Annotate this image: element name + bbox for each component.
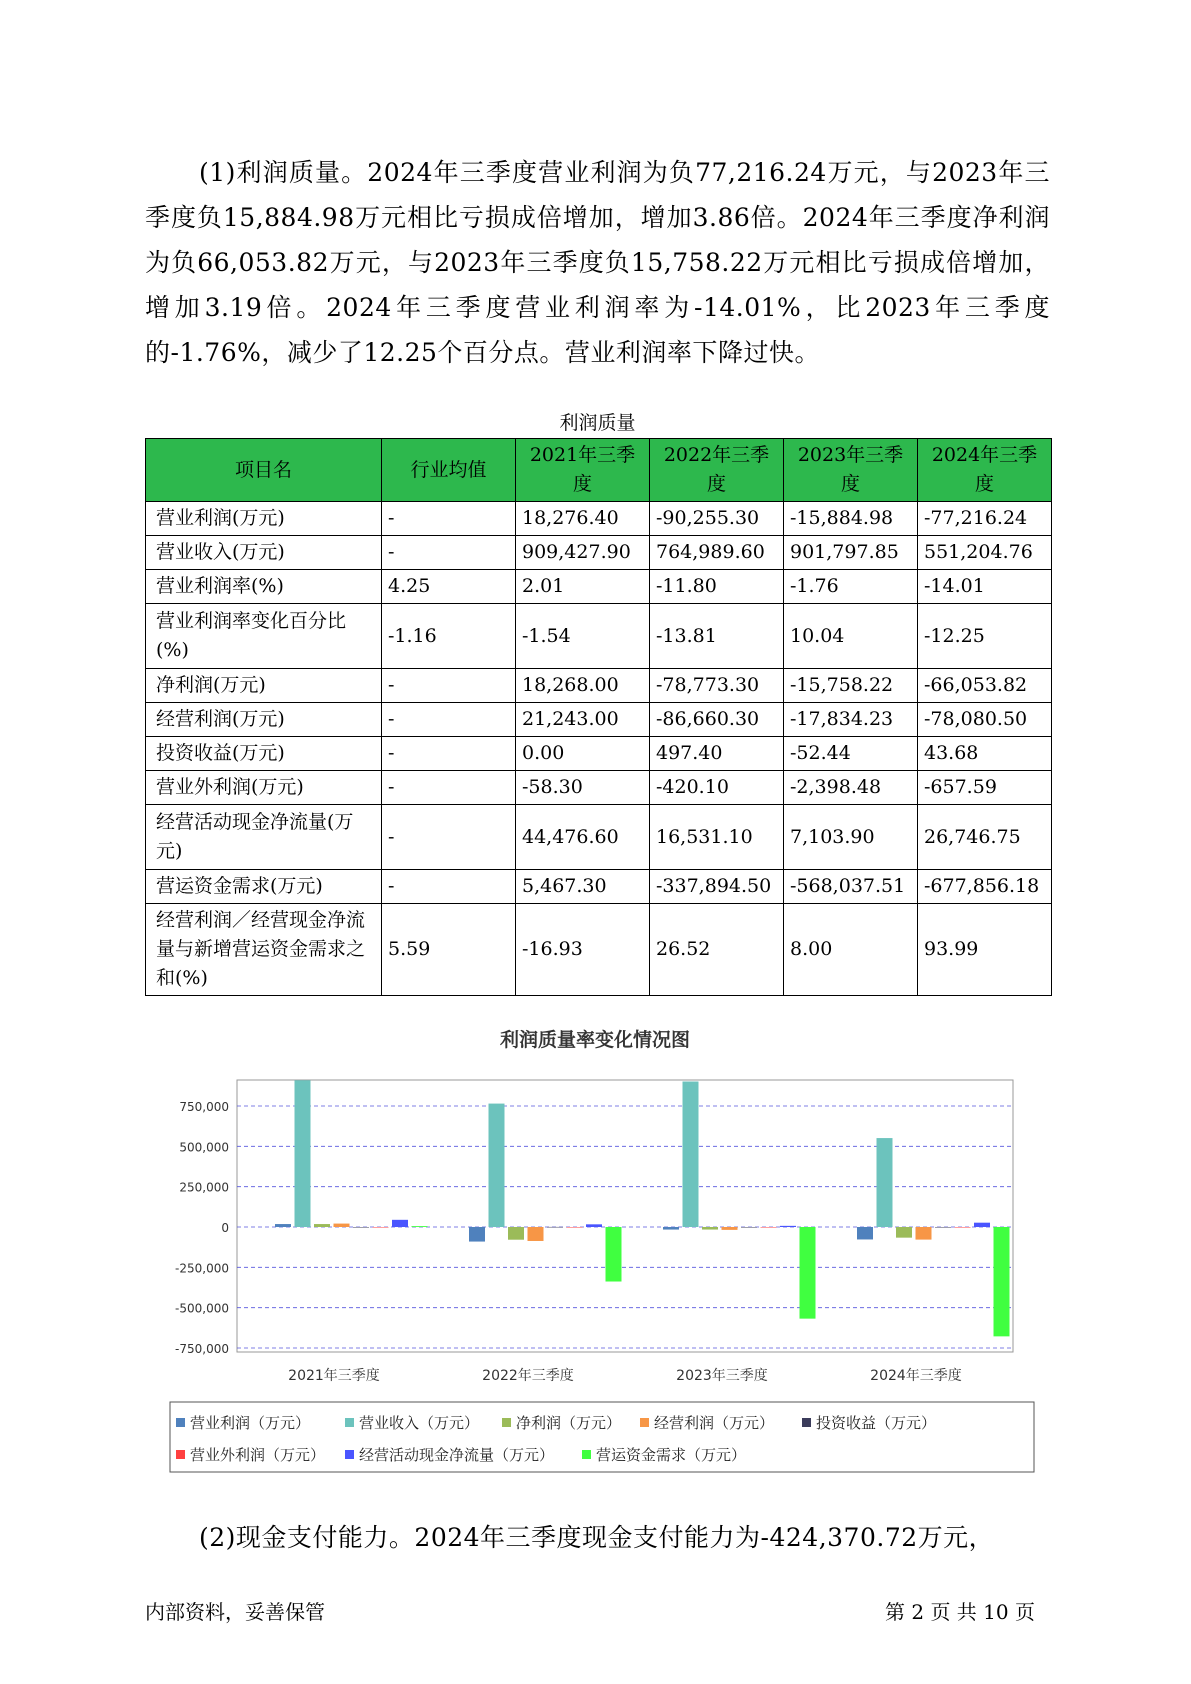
table-row <box>146 669 1052 703</box>
bar <box>780 1226 796 1227</box>
table-cell: 16,531.10 <box>650 805 784 870</box>
bar <box>935 1227 951 1228</box>
table-cell: 497.40 <box>650 737 784 771</box>
bar <box>761 1227 777 1228</box>
table-cell: -77,216.24 <box>918 502 1052 536</box>
table-cell: -13.81 <box>650 604 784 669</box>
table-cell: 10.04 <box>784 604 918 669</box>
legend-label: 经营活动现金净流量（万元） <box>359 1446 555 1464</box>
y-tick-label: 0 <box>221 1221 229 1235</box>
table-row <box>146 771 1052 805</box>
table-cell: -78,080.50 <box>918 703 1052 737</box>
table-cell: 43.68 <box>918 737 1052 771</box>
table-cell: -58.30 <box>516 771 650 805</box>
table-cell: 93.99 <box>918 904 1052 996</box>
bar <box>314 1224 330 1227</box>
table-cell: -11.80 <box>650 570 784 604</box>
table-row-label: 营业利润率(%) <box>146 570 382 604</box>
table-cell: - <box>382 502 516 536</box>
bar <box>955 1227 971 1228</box>
footer-page-number: 第 2 页 共 10 页 <box>885 1600 1035 1624</box>
y-tick-label: -750,000 <box>175 1342 229 1356</box>
table-row <box>146 904 1052 996</box>
table-cell: 5.59 <box>382 904 516 996</box>
table-row <box>146 604 1052 669</box>
table-cell: 7,103.90 <box>784 805 918 870</box>
legend-swatch <box>502 1418 511 1427</box>
table-cell: -1.76 <box>784 570 918 604</box>
bar <box>412 1226 428 1227</box>
bar <box>489 1104 505 1227</box>
table-row-label: 投资收益(万元) <box>146 737 382 771</box>
bar <box>334 1224 350 1227</box>
header-2023q3: 2023年三季度 <box>784 439 918 502</box>
legend-label: 净利润（万元） <box>516 1414 622 1432</box>
table-cell: 8.00 <box>784 904 918 996</box>
bar <box>702 1227 718 1230</box>
legend-label: 营业外利润（万元） <box>190 1446 326 1464</box>
table-cell: 0.00 <box>516 737 650 771</box>
table-cell: 26.52 <box>650 904 784 996</box>
table-row-label: 营业利润(万元) <box>146 502 382 536</box>
bar <box>606 1227 622 1282</box>
table-cell: -337,894.50 <box>650 870 784 904</box>
table-cell: 901,797.85 <box>784 536 918 570</box>
y-tick-label: -250,000 <box>175 1261 229 1276</box>
header-2022q3: 2022年三季度 <box>650 439 784 502</box>
header-2021q3: 2021年三季度 <box>516 439 650 502</box>
table-cell: -66,053.82 <box>918 669 1052 703</box>
table-cell: 909,427.90 <box>516 536 650 570</box>
paragraph-cash-payment: (2)现金支付能力。2024年三季度现金支付能力为-424,370.72万元， <box>199 1523 995 1552</box>
table-cell: - <box>382 536 516 570</box>
x-tick-label: 2024年三季度 <box>870 1368 962 1384</box>
table-row <box>146 502 1052 536</box>
x-tick-label: 2022年三季度 <box>482 1368 574 1384</box>
y-tick-label: 250,000 <box>179 1180 229 1195</box>
legend-swatch <box>345 1418 354 1427</box>
legend-label: 投资收益（万元） <box>816 1414 937 1432</box>
table-cell: -90,255.30 <box>650 502 784 536</box>
table-cell: 5,467.30 <box>516 870 650 904</box>
bar <box>392 1220 408 1227</box>
y-tick-label: 750,000 <box>179 1100 229 1114</box>
bar <box>916 1227 932 1240</box>
legend-swatch <box>802 1418 811 1427</box>
bar <box>275 1224 291 1227</box>
legend-swatch <box>176 1418 185 1427</box>
bar <box>741 1227 757 1228</box>
table-cell: -657.59 <box>918 771 1052 805</box>
table-cell: -2,398.48 <box>784 771 918 805</box>
bar <box>508 1227 524 1240</box>
table-cell: -14.01 <box>918 570 1052 604</box>
bar <box>683 1082 699 1227</box>
table-cell: - <box>382 737 516 771</box>
table-body <box>146 502 1052 996</box>
table-cell: 764,989.60 <box>650 536 784 570</box>
table-cell: -86,660.30 <box>650 703 784 737</box>
table-cell: 44,476.60 <box>516 805 650 870</box>
bar <box>722 1227 738 1230</box>
table-cell: -1.54 <box>516 604 650 669</box>
y-tick-label: 500,000 <box>179 1140 229 1155</box>
table-row <box>146 805 1052 870</box>
table-cell: -15,884.98 <box>784 502 918 536</box>
legend-swatch <box>345 1450 354 1459</box>
bar <box>877 1138 893 1227</box>
table-cell: 551,204.76 <box>918 536 1052 570</box>
bar <box>373 1227 389 1228</box>
table-row-label: 营运资金需求(万元) <box>146 870 382 904</box>
table-cell: -420.10 <box>650 771 784 805</box>
table-cell: -78,773.30 <box>650 669 784 703</box>
plot-area <box>237 1080 1013 1352</box>
table-row-label: 经营活动现金净流量(万元) <box>146 805 382 870</box>
bar <box>469 1227 485 1242</box>
legend-label: 营业收入（万元） <box>359 1414 480 1432</box>
bar <box>567 1227 583 1228</box>
table-cell: -568,037.51 <box>784 870 918 904</box>
table-cell: - <box>382 870 516 904</box>
table-title: 利润质量 <box>559 412 636 434</box>
legend-swatch <box>176 1450 185 1459</box>
table-cell: 18,268.00 <box>516 669 650 703</box>
bar <box>547 1227 563 1228</box>
x-tick-label: 2023年三季度 <box>676 1368 768 1384</box>
bar <box>663 1227 679 1230</box>
legend-swatch <box>640 1418 649 1427</box>
bar <box>586 1224 602 1227</box>
bar <box>295 1080 311 1227</box>
table-row-label: 经营利润(万元) <box>146 703 382 737</box>
paragraph-profit-quality: (1)利润质量。2024年三季度营业利润为负77,216.24万元，与2023年三季度负15,884.98万元相比亏损成倍增加，增加3.86倍。2024年三季度净利润为负66,053.82万元，与2023年三季度负15,758.22万元相比亏损成倍增加，增加3.19倍。2024年三季度营业利润率为-14.01%，比2023年三季度的-1.76%，减少了12.25个百分点。营业利润率下降过快。 <box>145 158 1050 367</box>
y-tick-label: -500,000 <box>175 1301 229 1316</box>
table-row-label: 净利润(万元) <box>146 669 382 703</box>
header-item-name: 项目名 <box>146 439 382 502</box>
table-row <box>146 737 1052 771</box>
bar <box>800 1227 816 1319</box>
table-cell: 2.01 <box>516 570 650 604</box>
table-row-label: 营业利润率变化百分比(%) <box>146 604 382 669</box>
table-header-row <box>146 439 1052 502</box>
table-cell: - <box>382 669 516 703</box>
table-cell: -12.25 <box>918 604 1052 669</box>
legend-label: 经营利润（万元） <box>654 1414 775 1432</box>
table-row <box>146 536 1052 570</box>
legend-swatch <box>582 1450 591 1459</box>
legend-label: 营运资金需求（万元） <box>596 1446 747 1464</box>
table-cell: - <box>382 771 516 805</box>
footer-confidential: 内部资料，妥善保管 <box>145 1600 325 1624</box>
table-cell: 18,276.40 <box>516 502 650 536</box>
table-cell: 21,243.00 <box>516 703 650 737</box>
table-cell: -16.93 <box>516 904 650 996</box>
table-cell: -15,758.22 <box>784 669 918 703</box>
table-row-label: 营业外利润(万元) <box>146 771 382 805</box>
bar <box>857 1227 873 1239</box>
bar <box>974 1223 990 1227</box>
table-row <box>146 870 1052 904</box>
x-tick-label: 2021年三季度 <box>288 1368 380 1384</box>
table-row-label: 经营利润／经营现金净流量与新增营运资金需求之和(%) <box>146 904 382 996</box>
bar <box>353 1227 369 1228</box>
bar <box>994 1227 1010 1336</box>
table-row <box>146 703 1052 737</box>
table-cell: 26,746.75 <box>918 805 1052 870</box>
header-industry-average: 行业均值 <box>382 439 516 502</box>
table-cell: -17,834.23 <box>784 703 918 737</box>
table-row-label: 营业收入(万元) <box>146 536 382 570</box>
profit-quality-table <box>145 438 1052 996</box>
bar <box>896 1227 912 1238</box>
profit-quality-chart <box>0 1010 1191 1475</box>
table-row <box>146 570 1052 604</box>
table-cell: -677,856.18 <box>918 870 1052 904</box>
chart-title: 利润质量率变化情况图 <box>499 1029 691 1051</box>
table-cell: 4.25 <box>382 570 516 604</box>
bar <box>528 1227 544 1241</box>
table-cell: - <box>382 805 516 870</box>
legend-label: 营业利润（万元） <box>190 1414 311 1432</box>
table-cell: - <box>382 703 516 737</box>
table-cell: -1.16 <box>382 604 516 669</box>
header-2024q3: 2024年三季度 <box>918 439 1052 502</box>
table-cell: -52.44 <box>784 737 918 771</box>
